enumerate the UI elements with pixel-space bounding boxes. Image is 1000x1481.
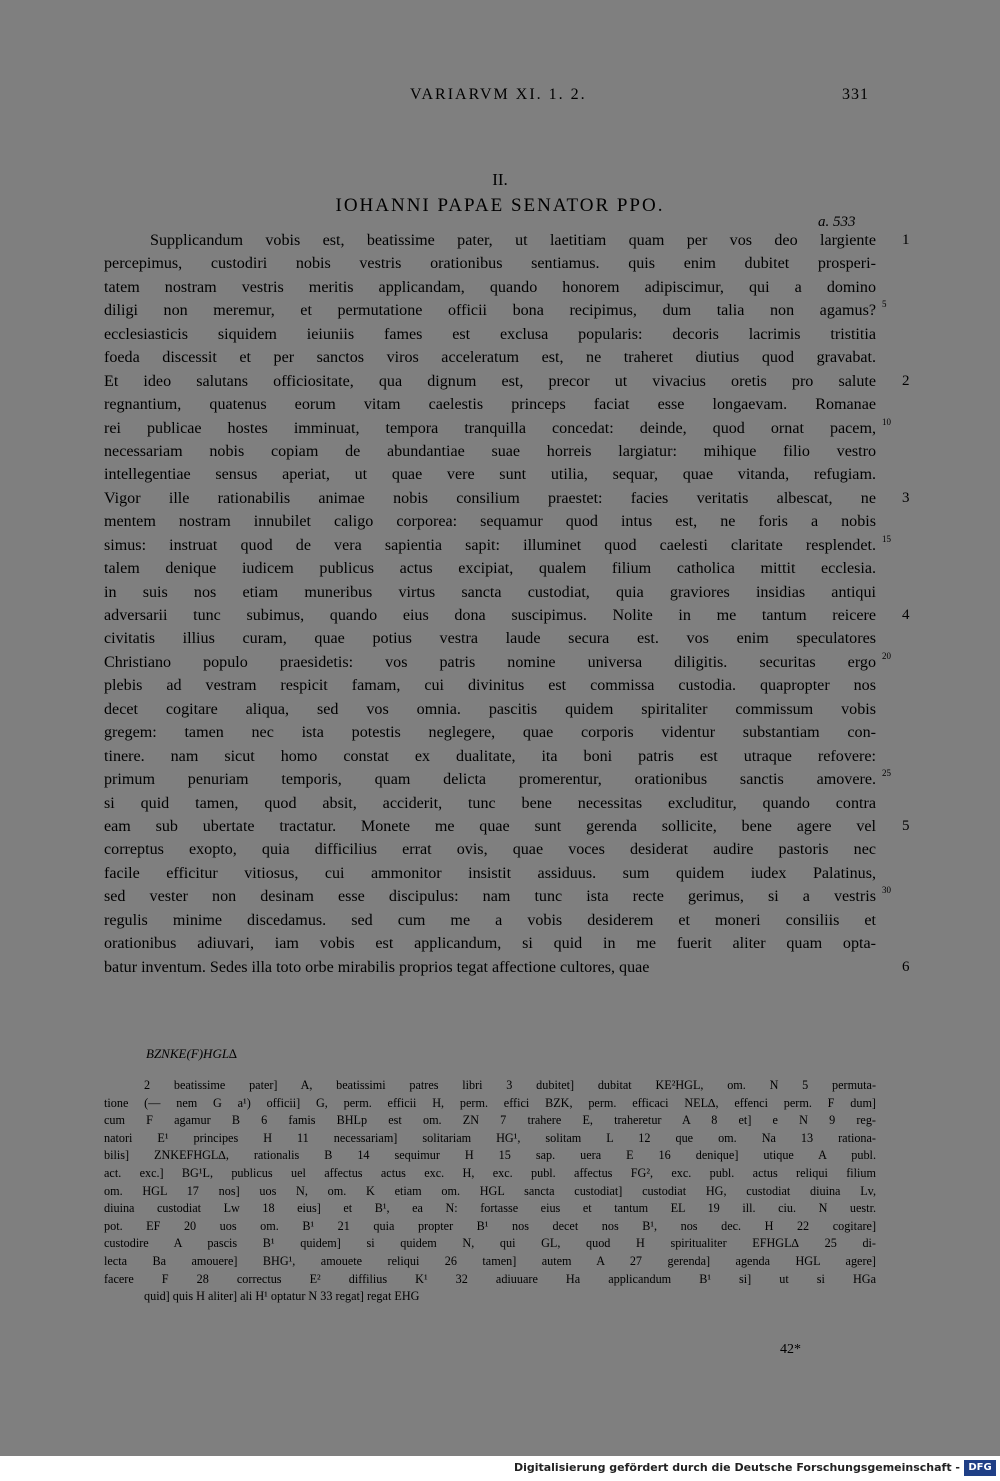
- text-line-content: facile efficitur vitiosus, cui ammonitor insistit assiduus. sum quidem iudex Palatinus,: [104, 864, 876, 882]
- text-line: [104, 276, 876, 299]
- text-line: [104, 440, 876, 463]
- text-line: [104, 698, 876, 721]
- apparatus-line: facere F 28 correctus E² diffilius K¹ 32 adiuuare Ha applicandum B¹ si] ut si HGa: [104, 1271, 876, 1286]
- text-line: [104, 416, 891, 440]
- text-line-content: civitatis illius curam, quae potius vestra laude secura est. vos enim speculatores: [104, 630, 876, 648]
- apparatus-line: natori E¹ principes H 11 necessariam] solitariam HG¹, solitam L 12 que om. Na 13 rationa-: [104, 1130, 876, 1145]
- footer-bar: [0, 1456, 1000, 1481]
- apparatus-line: custodire A pascis B¹ quidem] si quidem N, qui GL, quod H spiritualiter EFHGL∆ 25 di-: [104, 1236, 876, 1251]
- text-line-content: correptus exopto, quia difficilius errat ovis, quae voces desiderat audire pastoris nec: [104, 841, 876, 859]
- text-line: [104, 252, 876, 275]
- text-line-content: gregem: tamen nec ista potestis neglegere, quae corporis videntur substantiam con-: [104, 724, 876, 742]
- text-line: [104, 627, 876, 650]
- text-line-content: regulis minime discedamus. sed cum me a vobis desiderem et moneri consiliis et: [104, 911, 876, 929]
- text-line: [104, 956, 910, 979]
- section-number: 2: [902, 372, 910, 389]
- text-line-content: sed vester non desinam esse discipulus: nam tunc ista recte gerimus, si a vestris: [104, 888, 876, 906]
- text-line-content: batur inventum. Sedes illa toto orbe mirabilis proprios tegat affectione cultores, quae: [104, 958, 650, 976]
- text-line-content: tinere. nam sicut homo constat ex dualitate, ita boni patris est utraque refovere:: [104, 747, 876, 765]
- critical-apparatus: [104, 1077, 876, 1306]
- line-number: 5: [882, 299, 887, 310]
- line-number: 30: [882, 885, 891, 896]
- text-line-content: foeda discessit et per sanctos viros acceleratum est, ne traheret diutius quod gravabat.: [104, 349, 876, 367]
- text-line: [104, 299, 887, 322]
- text-line-content: in suis nos etiam muneribus virtus sancta custodiat, quia graviores insidias antiqui: [104, 583, 876, 601]
- text-line: [104, 745, 876, 768]
- text-line: [104, 229, 910, 252]
- apparatus-line: bilis] ZNKEFHGL∆, rationalis B 14 sequimur H 15 sap. uera E 16 denique] utique A publ.: [104, 1148, 876, 1163]
- manuscript-sigla: BZNKE(F)HGL∆: [146, 1046, 238, 1061]
- text-line: [104, 581, 876, 604]
- text-line: [104, 838, 876, 861]
- section-number: 5: [902, 817, 910, 834]
- text-line-content: diligi non meremur, et permutatione officii bona recipimus, dum talia non agamus?: [104, 302, 876, 320]
- text-line-content: rei publicae hostes imminuat, tempora tranquilla concedat: deinde, quod ornat pacem,: [104, 419, 876, 437]
- apparatus-line: tione (— nem G a¹) officii] G, perm. efficii H, perm. effici BZK, perm. efficaci NEL∆, effenci perm. F dum]: [104, 1095, 876, 1110]
- apparatus-line: quid] quis H aliter] ali H¹ optatur N 33 regat] regat EHG: [144, 1289, 420, 1304]
- text-line-content: Vigor ille rationabilis animae nobis consilium praestet: facies veritatis albescat, ne: [104, 489, 876, 507]
- apparatus-line: om. HGL 17 nos] uos N, om. K etiam om. HGL sancta custodiat] custodiat HG, custodiat diuina Lv,: [104, 1183, 876, 1198]
- line-number: 10: [882, 416, 891, 427]
- apparatus-line: diuina custodiat Lw 18 eius] et B¹, ea N: fortasse eius et tantum EL 19 ill. ciu. N uestr.: [104, 1201, 876, 1216]
- text-line-content: adversarii tunc subimus, quando eius dona suscipimus. Nolite in me tantum reicere: [104, 607, 876, 624]
- text-line: [104, 463, 876, 486]
- running-head: [0, 86, 1000, 108]
- text-line: [104, 932, 876, 955]
- apparatus-line: lecta Ba amouere] BHG¹, amouete reliqui 26 tamen] autem A 27 gerenda] agenda HGL agere]: [104, 1253, 876, 1268]
- text-line-content: eam sub ubertate tractatur. Monete me quae sunt gerenda sollicite, bene agere vel: [104, 817, 876, 835]
- text-line-content: Supplicandum vobis est, beatissime pater, ut laetitiam quam per vos deo largiente: [150, 232, 876, 249]
- text-line-content: ecclesiasticis siquidem ieiuniis fames est exclusa popularis: decoris lacrimis tristitia: [104, 325, 876, 343]
- text-line: [104, 650, 891, 674]
- apparatus-line: cum F agamur B 6 famis BHLp est om. ZN 7 trahere E, traheretur A 8 et] e N 9 reg-: [104, 1113, 876, 1128]
- text-line: [104, 768, 891, 791]
- text-line: [104, 604, 910, 627]
- line-number: 20: [882, 650, 891, 661]
- text-line-content: si quid tamen, quod absit, acciderit, tunc bene necessitas excluditur, quando contra: [104, 794, 876, 812]
- footer-credit: Digitalisierung gefördert durch die Deutsche Forschungsgemeinschaft -: [513, 1461, 960, 1474]
- section-number: 3: [902, 489, 910, 506]
- text-line: [104, 815, 910, 838]
- text-line: [104, 346, 876, 369]
- text-line-content: necessariam nobis copiam de abundantiae suae horreis largiatur: mihique filio vestro: [104, 442, 876, 460]
- text-line-content: talem denique iudicem publicus actus excipiat, qualem filium catholica mittit ecclesia.: [104, 560, 876, 578]
- text-line-content: decet cogitare aliqua, sed vos omnia. pascitis quidem spiritaliter commissum vobis: [104, 700, 876, 718]
- text-line: [104, 510, 876, 533]
- text-line: [104, 721, 876, 744]
- text-line-content: plebis ad vestram respicit famam, cui divinitus est commissa custodia. quapropter nos: [104, 677, 876, 695]
- text-line: [104, 533, 891, 557]
- text-line: [104, 862, 876, 885]
- text-line-content: Christiano populo praesidetis: vos patris nomine universa diligitis. securitas ergo: [104, 653, 876, 671]
- apparatus-line: act. exc.] BG¹L, publicus uel affectus actus exc. H, exc. publ. affectus FG², exc. publ. actus reliqui filium: [104, 1165, 876, 1180]
- line-number: 15: [882, 533, 891, 544]
- letter-date: a. 533: [818, 214, 856, 230]
- running-title: VARIARVM XI. 1. 2.: [410, 86, 587, 103]
- text-line-content: intellegentiae sensus aperiat, ut quae vere sunt utilia, sequar, quae vitanda, refugiam.: [104, 466, 876, 484]
- main-text: [104, 229, 910, 979]
- text-line: [104, 909, 876, 932]
- text-line-content: simus: instruat quod de vera sapientia sapit: illuminet quod caelesti claritate resplendet.: [104, 536, 876, 554]
- section-number: 6: [902, 958, 910, 975]
- text-line: [104, 557, 876, 580]
- letter-heading: IOHANNI PAPAE SENATOR PPO.: [335, 195, 665, 216]
- text-line: [104, 393, 876, 416]
- text-line: [104, 674, 876, 697]
- text-line: [104, 370, 910, 393]
- text-line-content: Et ideo salutans officiositate, qua dignum est, precor ut vivacius oretis pro salute: [104, 372, 876, 390]
- letter-number: II.: [492, 170, 508, 189]
- text-line: [104, 487, 910, 510]
- section-number: 1: [902, 232, 910, 248]
- page-number: 331: [842, 86, 869, 103]
- text-line-content: regnantium, quatenus eorum vitam caelestis princeps faciat esse longaevam. Romanae: [104, 396, 876, 414]
- apparatus-line: pot. EF 20 uos om. B¹ 21 quia propter B¹ nos decet nos B¹, nos dec. H 22 cogitare]: [104, 1218, 876, 1233]
- text-line-content: primum penuriam temporis, quam delicta promerentur, orationibus sanctis amovere.: [104, 771, 876, 789]
- text-line: [104, 323, 876, 346]
- text-line-content: orationibus adiuvari, iam vobis est applicandum, si quid in me fuerit aliter quam opta-: [104, 935, 876, 953]
- apparatus-line: 2 beatissime pater] A, beatissimi patres libri 3 dubitet] dubitat KE²HGL, om. N 5 permuta-: [144, 1078, 876, 1092]
- dfg-logo-icon: DFG: [964, 1460, 996, 1476]
- text-line: [104, 792, 876, 815]
- text-line-content: tatem nostram vestris meritis applicandam, quando honorem adipiscimur, qui a domino: [104, 278, 876, 296]
- section-number: 4: [902, 607, 910, 623]
- line-number: 25: [882, 768, 891, 779]
- printer-signature: 42*: [780, 1342, 801, 1357]
- text-line: [104, 885, 891, 908]
- text-line-content: mentem nostram innubilet caligo corporea: sequamur quod intus est, ne foris a nobis: [104, 513, 876, 531]
- text-line-content: percepimus, custodiri nobis vestris orationibus sentiamus. quis enim dubitet prosperi-: [104, 255, 876, 273]
